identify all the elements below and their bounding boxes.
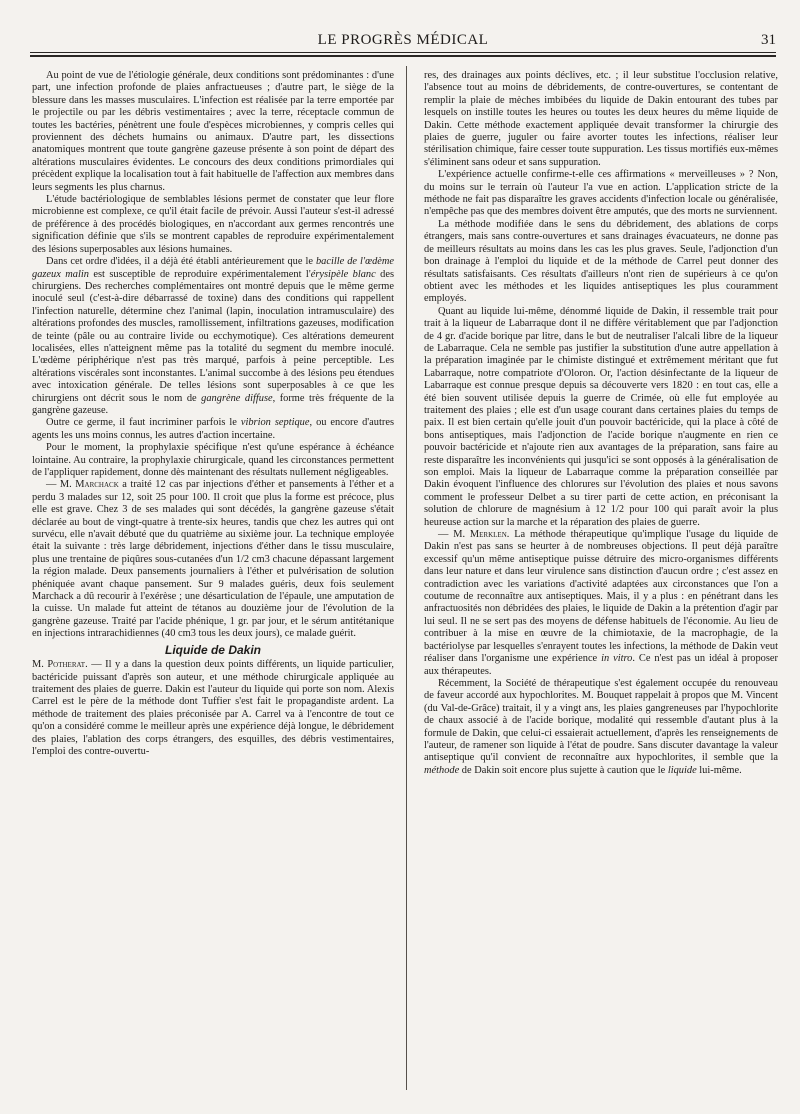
paragraph: [32, 256, 394, 417]
paragraph: [424, 529, 778, 678]
journal-title: LE PROGRÈS MÉDICAL: [317, 32, 489, 48]
italic-term: vibrion septique: [240, 417, 310, 429]
text-run: , ou encore d'autres agents les uns moins connus, les autres d'action incertaine.: [32, 417, 394, 441]
author-name: Merklen: [469, 529, 507, 541]
paragraph: [32, 659, 394, 758]
paragraph: [424, 678, 778, 777]
text-run: Outre ce germe, il faut incriminer parfois le: [46, 417, 241, 429]
text-run: . — Il y a dans la question deux points différents, un liquide particulier, bactéricide puissant d'après son auteur, et une méthode chirurgicale appliquée au traitement des plaies de guerre. Dakin est l'auteur du liquide qui porte son nom. Alexis Carrel est le père de la méthode dont Tuffier s'est fait le propagandiste ardent. La méthode de traitement des plaies préconisée par A. Carrel va à l'encontre de tout ce qu'on a considéré comme le meilleur après une expérience déjà longue, le débridement des plaies, l'ablation des corps étrangers, des esquilles, des débris vestimentaires, l'emploi des contre-ouvertu-: [32, 659, 394, 757]
italic-term: érysipèle blanc: [310, 268, 376, 280]
text-run: a traité 12 cas par injections d'éther et pansements à l'éther et a perdu 3 malades sur 12, soit 25 pour 100. Il croit que plus la forme est précoce, plus elle est grave. Chez 3 de ses malades qui sont décédés, la gangrène gazeuse s'était déclarée au bout de vingt-quatre à trente-six heures, tandis que chez les autres qui ont survécu, elle n'avait débuté que du quatrième au sixième jour. La technique employée était la suivante : très large débridement, injections d'éther dans le tissu musculaire, plus une trentaine de piqûres sous-cutanées d'un 1/2 cm3 chacune dépassant largement la région malade. Deux pansements journaliers à l'éther et pulvérisation de solution phéniquée avant chaque pansement. Sur 9 malades guéris, deux fois seulement Marchack a dû recourir à l'exérèse ; une désarticulation de l'épaule, une amputation de la cuisse. Un malade fut atteint de tétanos au douzième jour de l'évolution de la gangrène gazeuse. Traité par l'acide phénique, 1 gr. par jour, et le sérum antitétanique en injections intrarachidiennes (40 cm3 tous les deux jours), ce malade guérit.: [32, 479, 394, 640]
paragraph: [32, 479, 394, 640]
page-header: [30, 30, 776, 52]
header-rule-thin: [30, 52, 776, 53]
paragraph: res, des drainages aux points déclives, etc. ; il leur substitue l'occlusion relative, l'absence tout au moins de débridements, de contre-ouvertures, se contentant de remplir la plaie de mèches imbibées du liquide de Dakin entourant des tubes par lesquels on instille toutes les heures ou toutes les deux heures du même liquide de Dakin. Cette méthode exactement appliquée devait transformer la chirurgie des plaies de guerre, juguler ou faire avorter toutes les infections, réaliser leur stérilisation chimique, faire cesser toute suppuration. Les tissus mortifiés eux-mêmes s'éliminent sans odeur et sans suppuration.: [424, 70, 778, 168]
column-divider: [406, 66, 407, 1090]
text-run: — M.: [46, 479, 76, 491]
paragraph: [32, 417, 394, 442]
header-rule-thick: [30, 55, 776, 57]
text-run: lui-même.: [696, 764, 742, 776]
text-run: — M.: [438, 529, 470, 541]
italic-term: gangrène diffuse: [201, 392, 273, 404]
author-name: Potherat: [47, 659, 86, 671]
text-run: Dans cet ordre d'idées, il a déjà été établi antérieurement que le: [46, 256, 316, 268]
text-run: de Dakin soit encore plus sujette à caution que le: [459, 764, 668, 776]
author-name: Marchack: [75, 479, 119, 491]
text-run: M.: [32, 659, 48, 671]
text-run: , forme très fréquente de la gangrène gazeuse.: [32, 392, 394, 416]
paragraph: L'étude bactériologique de semblables lésions permet de constater que leur flore microbienne est complexe, ce qu'il était facile de prévoir. Aussi l'auteur s'est-il adressé de préférence à des procédés biologiques, en n'accordant aux germes rencontrés une signification définie que s'ils se montrent capables de reproduire expérimentalement des lésions superposables aux lésions humaines.: [32, 194, 394, 255]
text-run: . La méthode thérapeutique qu'implique l'usage du liquide de Dakin n'est pas sans se heurter à de nombreuses objections. Il peut déjà paraître excessif qu'un même antiseptique puisse détruire des micro-organismes différents dans leur nature et dans leur virulence sans distinction d'aucun ordre ; c'est assez en contradiction avec les variations d'activité adaptées aux circonstances que l'on a coutume de reconnaître aux antiseptiques. Mais, il y a plus : en pénétrant dans les anfractuosités non débridées des plaies, le liquide de Dakin a la prétention d'agir par lui seul. Il ne se sert pas des moyens de défense habituels de l'économie. Au lieu de contribuer à la mise en œuvre de la chimiotaxie, de la macrophagie, de la bactériolyse par lesquelles s'enrayent toutes les infections, la méthode de Dakin veut réaliser dans l'organisme une expérience: [424, 529, 778, 665]
paragraph: La méthode modifiée dans le sens du débridement, des ablations de corps étrangers, mais sans contre-ouvertures et sans drainages évacuateurs, ne donne pas de meilleurs résultats au moins dans les cas les plus graves. Seule, l'adjonction d'un bon drainage à l'emploi du liquide et de la méthode de Carrel peut donner des résultats satisfaisants. Ces résultats d'ailleurs n'ont rien de supérieurs à ce qu'on obtient avec les méthodes et les liquides antiseptiques les plus couramment employés.: [424, 218, 778, 305]
left-column: [32, 70, 394, 758]
text-run: . Ce n'est pas un idéal à proposer aux thérapeutes.: [424, 653, 778, 677]
section-heading: Liquide de Dakin: [164, 642, 261, 657]
text-run: est susceptible de reproduire expérimentalement l': [88, 268, 311, 280]
text-run: des chirurgiens. Des recherches complémentaires ont montré depuis que le même germe inoculé seul (c'est-à-dire débarrassé de toxine) dans des conditions qui rappellent l'infection naturelle, détermine chez l'animal (lapin, inoculation intramusculaire) des altérations profondes des muscles, ramollissement, infiltrations gazeuses, modification de teinte (pâle ou au contraire livide ou ecchymotique). Ces altérations demeurent localisées, elles n'atteignent même pas la totalité du segment du membre inoculé. L'œdème périphérique n'est pas très marqué, parfois à peine perceptible. Les altérations viscérales sont inconstantes. L'animal succombe à des lésions peu étendues avec intoxication générale. De telles lésions sont superposables à ce que les chirurgiens ont décrit sous le nom de: [32, 268, 395, 404]
italic-term: méthode: [424, 764, 460, 776]
paragraph: L'expérience actuelle confirme-t-elle ces affirmations « merveilleuses » ? Non, du moins sur le terrain où l'auteur l'a vue en action. L'application stricte de la méthode ne fait pas disparaître les graves accidents d'infection locale ou généralisée, n'empêche pas que des membres doivent être amputés, que des morts ne surviennent.: [424, 169, 778, 218]
page-number: 31: [761, 32, 776, 48]
text-run: Récemment, la Société de thérapeutique s'est également occupée du renouveau de faveur accordé aux hypochlorites. M. Bouquet rappelait à propos que M. Vincent (du Val-de-Grâce) traitait, il y a vingt ans, les plaies gangreneuses par l'hypochlorite de chaux associé à de l'acide borique, modalité qui ressemble d'autant plus à la formule de Dakin, que celui-ci essaierait actuellement, d'après les renseignements de l'auteur, de ramener son liquide à l'état de poudre. Sans discuter davantage la valeur antiseptique qu'il convient de reconnaître aux hypochlorites, il semble que la: [424, 677, 778, 764]
italic-term: liquide: [667, 764, 697, 776]
paragraph: Quant au liquide lui-même, dénommé liquide de Dakin, il ressemble trait pour trait à la liqueur de Labarraque dont il ne diffère véritablement que par l'adjonction de 4 gr. d'acide borique par litre, dans le but de neutraliser l'alcali libre de la liqueur de Labarraque. Cela ne semble pas justifier la substitution d'une autre appellation à la préparation imaginée par le chimiste distingué et extrêmement méritant que fut Labarraque, notre compatriote d'Oloron. Or, l'action désinfectante de la liqueur de Labarraque est connue presque depuis sa découverte vers 1820 : en tout cas, elle a été bien souvent utilisée depuis la guerre de Crimée, où elle fut employée au traitement des plaies ; elle est d'un usage courant dans certaines plaies du temps de paix. Il est bien certain qu'elle jouit d'un pouvoir bactéricide, qui la place à côté de bons antiseptiques, mais l'adjonction de l'acide borique n'augmente en rien ce pouvoir bactéricide et n'ajoute rien aux avantages de la préparation, sans faire au reste disparaître les inconvénients qui jusqu'ici se sont opposés à la généralisation de son emploi. Mais la liqueur de Labarraque comme la préparation conseillée par Dakin évoquent l'influence des chlorures sur l'évolution des plaies et nous savons comment le professeur Delbet a su tirer parti de cette action, en préconisant la solution de chlorure de magnésium à 12 1/2 pour 100 qui paraît avoir la plus heureuse action sur la marche et la réparation des plaies de guerre.: [424, 305, 778, 528]
italic-term: bacille de l'œdème gazeux malin: [32, 256, 394, 280]
italic-term: in vitro: [601, 653, 633, 665]
paragraph: Pour le moment, la prophylaxie spécifique n'est qu'une espérance à échéance lointaine. Au contraire, la prophylaxie chirurgicale, quand les circonstances permettent de l'appliquer rapidement, donne dès maintenant des résultats nullement négligeables.: [32, 442, 394, 478]
paragraph: Au point de vue de l'étiologie générale, deux conditions sont prédominantes : d'une part, une infection profonde de plaies anfractueuses ; d'autre part, le siège de la blessure dans les masses musculaires. L'infection est réalisée par la terre emportée par le projectile ou par les débris vestimentaires ; avec la terre, réceptacle commun de toutes les bactéries, pénètrent une foule d'espèces microbiennes, y compris celles qui proviennent des déchets humains ou animaux. D'autre part, les dissections anatomiques montrent que toute gangrène gazeuse présente à son point de départ des altérations musculaires évidentes. Le concours des deux conditions primordiales qui précèdent explique la localisation tout à fait habituelle de l'affection aux membres dans leurs segments les plus charnus.: [32, 70, 394, 193]
right-column: [424, 70, 778, 777]
